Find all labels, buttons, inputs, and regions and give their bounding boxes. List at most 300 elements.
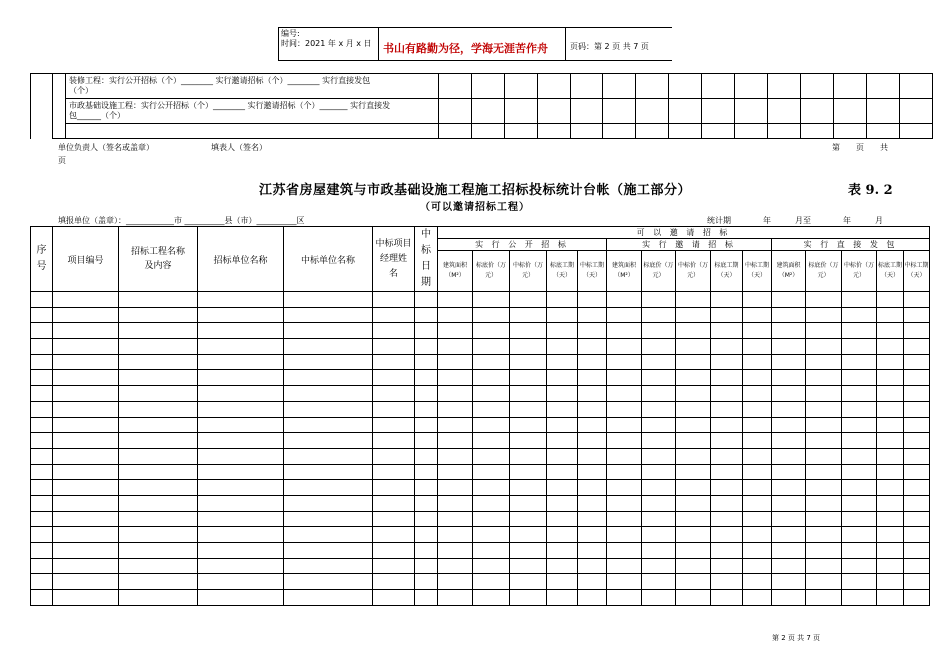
table-cell[interactable] <box>373 590 415 606</box>
table-cell[interactable] <box>510 448 547 464</box>
table-cell[interactable] <box>119 511 198 527</box>
table-cell[interactable] <box>510 292 547 308</box>
table-cell[interactable] <box>578 401 607 417</box>
table-cell[interactable] <box>772 339 806 355</box>
table-cell[interactable] <box>806 292 842 308</box>
table-cell[interactable] <box>743 339 772 355</box>
table-cell[interactable] <box>676 417 711 433</box>
table-cell[interactable] <box>772 401 806 417</box>
table-cell[interactable] <box>198 433 284 449</box>
table-cell[interactable] <box>373 323 415 339</box>
table-cell[interactable] <box>53 511 119 527</box>
table-cell[interactable] <box>31 590 53 606</box>
table-cell[interactable] <box>904 307 930 323</box>
table-cell[interactable] <box>842 323 877 339</box>
table-cell[interactable] <box>877 354 904 370</box>
table-cell[interactable] <box>547 433 578 449</box>
table-cell[interactable] <box>676 590 711 606</box>
table-cell[interactable] <box>198 292 284 308</box>
table-cell[interactable] <box>772 527 806 543</box>
table-cell[interactable] <box>473 307 510 323</box>
table-cell[interactable] <box>806 527 842 543</box>
table-cell[interactable] <box>373 480 415 496</box>
table-cell[interactable] <box>578 292 607 308</box>
table-cell[interactable] <box>607 354 642 370</box>
table-cell[interactable] <box>415 527 438 543</box>
table-cell[interactable] <box>53 558 119 574</box>
table-cell[interactable] <box>510 323 547 339</box>
table-cell[interactable] <box>806 464 842 480</box>
table-cell[interactable] <box>284 354 373 370</box>
table-cell[interactable] <box>53 433 119 449</box>
table-cell[interactable] <box>198 401 284 417</box>
table-cell[interactable] <box>284 401 373 417</box>
table-cell[interactable] <box>711 370 743 386</box>
table-cell[interactable] <box>510 574 547 590</box>
table-cell[interactable] <box>53 339 119 355</box>
table-cell[interactable] <box>607 558 642 574</box>
table-cell[interactable] <box>743 433 772 449</box>
table-cell[interactable] <box>53 495 119 511</box>
table-cell[interactable] <box>473 386 510 402</box>
table-cell[interactable] <box>806 370 842 386</box>
table-cell[interactable] <box>415 543 438 559</box>
table-cell[interactable] <box>877 495 904 511</box>
table-cell[interactable] <box>743 354 772 370</box>
table-cell[interactable] <box>510 527 547 543</box>
table-cell[interactable] <box>772 354 806 370</box>
table-cell[interactable] <box>438 354 473 370</box>
table-cell[interactable] <box>284 307 373 323</box>
table-cell[interactable] <box>31 370 53 386</box>
table-cell[interactable] <box>743 370 772 386</box>
table-cell[interactable] <box>711 543 743 559</box>
table-cell[interactable] <box>842 448 877 464</box>
table-cell[interactable] <box>510 543 547 559</box>
table-cell[interactable] <box>877 464 904 480</box>
table-cell[interactable] <box>415 574 438 590</box>
table-cell[interactable] <box>284 386 373 402</box>
table-cell[interactable] <box>642 292 676 308</box>
table-cell[interactable] <box>711 401 743 417</box>
table-cell[interactable] <box>842 417 877 433</box>
table-cell[interactable] <box>676 307 711 323</box>
table-cell[interactable] <box>806 495 842 511</box>
table-cell[interactable] <box>578 480 607 496</box>
table-cell[interactable] <box>877 323 904 339</box>
table-cell[interactable] <box>711 558 743 574</box>
table-cell[interactable] <box>607 590 642 606</box>
table-cell[interactable] <box>607 543 642 559</box>
table-cell[interactable] <box>31 386 53 402</box>
table-cell[interactable] <box>806 339 842 355</box>
table-cell[interactable] <box>743 543 772 559</box>
table-cell[interactable] <box>473 354 510 370</box>
table-cell[interactable] <box>772 590 806 606</box>
table-cell[interactable] <box>772 386 806 402</box>
table-cell[interactable] <box>438 370 473 386</box>
table-cell[interactable] <box>31 417 53 433</box>
table-cell[interactable] <box>547 495 578 511</box>
table-cell[interactable] <box>31 464 53 480</box>
table-cell[interactable] <box>198 339 284 355</box>
table-cell[interactable] <box>31 448 53 464</box>
table-cell[interactable] <box>198 323 284 339</box>
table-cell[interactable] <box>842 558 877 574</box>
table-cell[interactable] <box>904 480 930 496</box>
table-cell[interactable] <box>510 417 547 433</box>
table-cell[interactable] <box>607 323 642 339</box>
table-cell[interactable] <box>53 527 119 543</box>
table-cell[interactable] <box>842 354 877 370</box>
table-cell[interactable] <box>642 386 676 402</box>
table-cell[interactable] <box>415 511 438 527</box>
table-cell[interactable] <box>547 354 578 370</box>
table-cell[interactable] <box>676 464 711 480</box>
table-cell[interactable] <box>438 417 473 433</box>
table-cell[interactable] <box>31 339 53 355</box>
table-cell[interactable] <box>473 574 510 590</box>
table-cell[interactable] <box>772 417 806 433</box>
table-cell[interactable] <box>473 417 510 433</box>
table-cell[interactable] <box>676 354 711 370</box>
table-cell[interactable] <box>373 307 415 323</box>
table-cell[interactable] <box>415 339 438 355</box>
table-cell[interactable] <box>711 527 743 543</box>
table-cell[interactable] <box>284 590 373 606</box>
table-cell[interactable] <box>904 370 930 386</box>
table-cell[interactable] <box>676 511 711 527</box>
table-cell[interactable] <box>119 495 198 511</box>
table-cell[interactable] <box>842 590 877 606</box>
table-cell[interactable] <box>743 527 772 543</box>
table-cell[interactable] <box>806 307 842 323</box>
table-cell[interactable] <box>711 292 743 308</box>
table-cell[interactable] <box>284 480 373 496</box>
table-cell[interactable] <box>510 401 547 417</box>
table-cell[interactable] <box>877 339 904 355</box>
table-cell[interactable] <box>510 354 547 370</box>
table-cell[interactable] <box>578 339 607 355</box>
table-cell[interactable] <box>842 339 877 355</box>
table-cell[interactable] <box>904 292 930 308</box>
table-cell[interactable] <box>772 558 806 574</box>
table-cell[interactable] <box>547 543 578 559</box>
table-cell[interactable] <box>904 464 930 480</box>
table-cell[interactable] <box>642 354 676 370</box>
table-cell[interactable] <box>711 590 743 606</box>
table-cell[interactable] <box>842 480 877 496</box>
table-cell[interactable] <box>642 527 676 543</box>
table-cell[interactable] <box>711 511 743 527</box>
table-cell[interactable] <box>438 511 473 527</box>
table-cell[interactable] <box>415 354 438 370</box>
table-cell[interactable] <box>904 433 930 449</box>
table-cell[interactable] <box>31 354 53 370</box>
table-cell[interactable] <box>642 543 676 559</box>
table-cell[interactable] <box>284 495 373 511</box>
table-cell[interactable] <box>415 307 438 323</box>
table-cell[interactable] <box>642 511 676 527</box>
table-cell[interactable] <box>711 354 743 370</box>
table-cell[interactable] <box>119 307 198 323</box>
table-cell[interactable] <box>53 292 119 308</box>
table-cell[interactable] <box>578 354 607 370</box>
table-cell[interactable] <box>415 480 438 496</box>
table-cell[interactable] <box>578 543 607 559</box>
table-cell[interactable] <box>743 495 772 511</box>
table-cell[interactable] <box>642 417 676 433</box>
table-cell[interactable] <box>607 417 642 433</box>
table-cell[interactable] <box>510 590 547 606</box>
table-cell[interactable] <box>842 574 877 590</box>
table-cell[interactable] <box>547 417 578 433</box>
table-cell[interactable] <box>578 527 607 543</box>
table-cell[interactable] <box>578 495 607 511</box>
table-cell[interactable] <box>547 339 578 355</box>
table-cell[interactable] <box>198 574 284 590</box>
table-cell[interactable] <box>842 527 877 543</box>
table-cell[interactable] <box>119 386 198 402</box>
table-cell[interactable] <box>772 448 806 464</box>
table-cell[interactable] <box>119 323 198 339</box>
table-cell[interactable] <box>578 370 607 386</box>
table-cell[interactable] <box>284 511 373 527</box>
table-cell[interactable] <box>53 417 119 433</box>
table-cell[interactable] <box>877 401 904 417</box>
table-cell[interactable] <box>438 527 473 543</box>
table-cell[interactable] <box>198 590 284 606</box>
table-cell[interactable] <box>547 511 578 527</box>
table-cell[interactable] <box>578 448 607 464</box>
table-cell[interactable] <box>877 386 904 402</box>
table-cell[interactable] <box>53 574 119 590</box>
table-cell[interactable] <box>119 370 198 386</box>
table-cell[interactable] <box>711 323 743 339</box>
table-cell[interactable] <box>198 464 284 480</box>
table-cell[interactable] <box>373 354 415 370</box>
table-cell[interactable] <box>31 511 53 527</box>
table-cell[interactable] <box>842 401 877 417</box>
table-cell[interactable] <box>642 448 676 464</box>
table-cell[interactable] <box>31 543 53 559</box>
table-cell[interactable] <box>607 448 642 464</box>
table-cell[interactable] <box>510 558 547 574</box>
table-cell[interactable] <box>119 558 198 574</box>
table-cell[interactable] <box>510 339 547 355</box>
table-cell[interactable] <box>607 339 642 355</box>
table-cell[interactable] <box>198 448 284 464</box>
table-cell[interactable] <box>877 448 904 464</box>
table-cell[interactable] <box>642 495 676 511</box>
table-cell[interactable] <box>510 495 547 511</box>
table-cell[interactable] <box>578 323 607 339</box>
table-cell[interactable] <box>904 543 930 559</box>
table-cell[interactable] <box>904 354 930 370</box>
table-cell[interactable] <box>473 292 510 308</box>
table-cell[interactable] <box>772 464 806 480</box>
table-cell[interactable] <box>743 480 772 496</box>
table-cell[interactable] <box>119 354 198 370</box>
table-cell[interactable] <box>772 370 806 386</box>
table-cell[interactable] <box>198 527 284 543</box>
table-cell[interactable] <box>711 448 743 464</box>
table-cell[interactable] <box>119 448 198 464</box>
table-cell[interactable] <box>284 370 373 386</box>
table-cell[interactable] <box>510 386 547 402</box>
table-cell[interactable] <box>743 511 772 527</box>
table-cell[interactable] <box>806 323 842 339</box>
table-cell[interactable] <box>510 480 547 496</box>
table-cell[interactable] <box>842 543 877 559</box>
table-cell[interactable] <box>415 370 438 386</box>
table-cell[interactable] <box>711 464 743 480</box>
table-cell[interactable] <box>198 558 284 574</box>
table-cell[interactable] <box>578 590 607 606</box>
table-cell[interactable] <box>743 401 772 417</box>
table-cell[interactable] <box>373 448 415 464</box>
table-cell[interactable] <box>53 480 119 496</box>
table-cell[interactable] <box>373 495 415 511</box>
table-cell[interactable] <box>284 417 373 433</box>
table-cell[interactable] <box>642 558 676 574</box>
table-cell[interactable] <box>473 339 510 355</box>
table-cell[interactable] <box>198 511 284 527</box>
table-cell[interactable] <box>676 574 711 590</box>
table-cell[interactable] <box>53 448 119 464</box>
table-cell[interactable] <box>607 495 642 511</box>
table-cell[interactable] <box>473 558 510 574</box>
table-cell[interactable] <box>473 527 510 543</box>
table-cell[interactable] <box>547 307 578 323</box>
table-cell[interactable] <box>473 370 510 386</box>
table-cell[interactable] <box>53 401 119 417</box>
table-cell[interactable] <box>877 574 904 590</box>
table-cell[interactable] <box>711 495 743 511</box>
table-cell[interactable] <box>711 574 743 590</box>
table-cell[interactable] <box>676 323 711 339</box>
table-cell[interactable] <box>772 292 806 308</box>
table-cell[interactable] <box>547 558 578 574</box>
table-cell[interactable] <box>676 543 711 559</box>
table-cell[interactable] <box>711 433 743 449</box>
table-cell[interactable] <box>415 292 438 308</box>
table-cell[interactable] <box>842 370 877 386</box>
table-cell[interactable] <box>31 574 53 590</box>
table-cell[interactable] <box>904 448 930 464</box>
table-cell[interactable] <box>578 464 607 480</box>
table-cell[interactable] <box>373 386 415 402</box>
table-cell[interactable] <box>510 511 547 527</box>
table-cell[interactable] <box>53 590 119 606</box>
table-cell[interactable] <box>119 543 198 559</box>
table-cell[interactable] <box>676 401 711 417</box>
table-cell[interactable] <box>607 401 642 417</box>
table-cell[interactable] <box>31 558 53 574</box>
table-cell[interactable] <box>676 386 711 402</box>
table-cell[interactable] <box>373 543 415 559</box>
table-cell[interactable] <box>904 558 930 574</box>
table-cell[interactable] <box>473 480 510 496</box>
table-cell[interactable] <box>607 480 642 496</box>
table-cell[interactable] <box>373 558 415 574</box>
table-cell[interactable] <box>772 323 806 339</box>
table-cell[interactable] <box>284 433 373 449</box>
table-cell[interactable] <box>877 543 904 559</box>
table-cell[interactable] <box>772 307 806 323</box>
table-cell[interactable] <box>642 590 676 606</box>
table-cell[interactable] <box>438 401 473 417</box>
table-cell[interactable] <box>31 323 53 339</box>
table-cell[interactable] <box>676 292 711 308</box>
table-cell[interactable] <box>415 448 438 464</box>
table-cell[interactable] <box>743 558 772 574</box>
table-cell[interactable] <box>642 464 676 480</box>
table-cell[interactable] <box>473 323 510 339</box>
table-cell[interactable] <box>842 511 877 527</box>
table-cell[interactable] <box>373 401 415 417</box>
table-cell[interactable] <box>772 495 806 511</box>
table-cell[interactable] <box>415 433 438 449</box>
table-cell[interactable] <box>415 464 438 480</box>
table-cell[interactable] <box>676 527 711 543</box>
table-cell[interactable] <box>676 558 711 574</box>
table-cell[interactable] <box>53 323 119 339</box>
table-cell[interactable] <box>842 495 877 511</box>
table-cell[interactable] <box>642 323 676 339</box>
table-cell[interactable] <box>547 464 578 480</box>
table-cell[interactable] <box>743 323 772 339</box>
table-cell[interactable] <box>284 527 373 543</box>
table-cell[interactable] <box>510 433 547 449</box>
table-cell[interactable] <box>904 527 930 543</box>
table-cell[interactable] <box>119 464 198 480</box>
table-cell[interactable] <box>547 574 578 590</box>
table-cell[interactable] <box>438 323 473 339</box>
table-cell[interactable] <box>373 527 415 543</box>
table-cell[interactable] <box>415 417 438 433</box>
table-cell[interactable] <box>473 495 510 511</box>
table-cell[interactable] <box>415 495 438 511</box>
table-cell[interactable] <box>877 480 904 496</box>
table-cell[interactable] <box>198 354 284 370</box>
table-cell[interactable] <box>53 386 119 402</box>
table-cell[interactable] <box>676 370 711 386</box>
table-cell[interactable] <box>373 339 415 355</box>
table-cell[interactable] <box>415 590 438 606</box>
table-cell[interactable] <box>415 386 438 402</box>
table-cell[interactable] <box>438 558 473 574</box>
table-cell[interactable] <box>438 433 473 449</box>
table-cell[interactable] <box>904 495 930 511</box>
table-cell[interactable] <box>806 417 842 433</box>
table-cell[interactable] <box>607 511 642 527</box>
table-cell[interactable] <box>642 433 676 449</box>
table-cell[interactable] <box>284 292 373 308</box>
table-cell[interactable] <box>373 464 415 480</box>
table-cell[interactable] <box>578 386 607 402</box>
table-cell[interactable] <box>373 417 415 433</box>
table-cell[interactable] <box>198 370 284 386</box>
table-cell[interactable] <box>119 480 198 496</box>
table-cell[interactable] <box>806 480 842 496</box>
table-cell[interactable] <box>607 464 642 480</box>
table-cell[interactable] <box>842 307 877 323</box>
table-cell[interactable] <box>198 307 284 323</box>
table-cell[interactable] <box>438 590 473 606</box>
table-cell[interactable] <box>806 543 842 559</box>
table-cell[interactable] <box>119 527 198 543</box>
